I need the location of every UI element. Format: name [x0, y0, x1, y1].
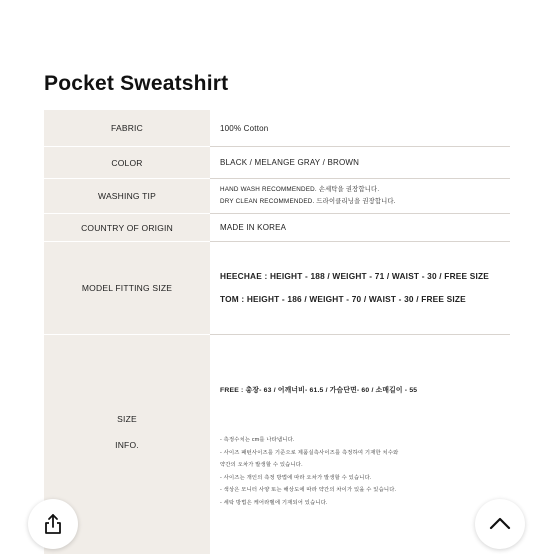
- size-note: - 사이즈는 개인의 측정 방법에 따라 오차가 발생할 수 있습니다.: [220, 474, 372, 481]
- share-button[interactable]: [28, 499, 78, 549]
- fabric-value: 100% Cotton: [220, 123, 269, 133]
- origin-row: [44, 214, 510, 241]
- share-icon: [41, 512, 65, 536]
- washing-line-1: HAND WASH RECOMMENDED. 손세탁을 권장합니다.: [220, 186, 380, 193]
- washing-label: WASHING TIP: [44, 179, 210, 213]
- washing-value: [210, 179, 510, 213]
- size-row: [44, 335, 510, 554]
- size-value: [210, 335, 510, 554]
- chevron-up-icon: [487, 511, 513, 537]
- size-note: - 세탁 방법은 케어라벨에 기재되어 있습니다.: [220, 499, 328, 506]
- fabric-row: [44, 110, 510, 146]
- washing-line-2: DRY CLEAN RECOMMENDED. 드라이클리닝을 권장합니다.: [220, 198, 396, 205]
- size-free-measurements: FREE : 총장- 63 / 어깨너비- 61.5 / 가슴단면- 60 / 소매길이 - 55: [220, 387, 418, 394]
- fitting-label: MODEL FITTING SIZE: [44, 242, 210, 334]
- size-note: - 색상은 모니터 사양 또는 해상도에 따라 약간의 차이가 있을 수 있습니다.: [220, 487, 397, 494]
- info-label: INFO.: [115, 440, 139, 450]
- fitting-value: [210, 242, 510, 334]
- fitting-line-1: HEECHAE : HEIGHT - 188 / WEIGHT - 71 / WAIST - 30 / FREE SIZE: [220, 271, 489, 281]
- origin-label: COUNTRY OF ORIGIN: [44, 214, 210, 241]
- size-note: - 측정수치는 cm를 나타냅니다.: [220, 437, 295, 443]
- size-label: SIZE: [117, 414, 137, 424]
- product-title: Pocket Sweatshirt: [44, 72, 229, 95]
- color-label: COLOR: [44, 147, 210, 178]
- color-value: BLACK / MELANGE GRAY / BROWN: [220, 158, 360, 167]
- fabric-label: FABRIC: [44, 110, 210, 146]
- size-note: 약간의 오차가 발생할 수 있습니다.: [220, 462, 303, 469]
- fitting-row: [44, 242, 510, 334]
- size-note: - 사이즈 패턴사이즈를 기준으로 제품실측사이즈를 측정하여 기재한 치수와: [220, 449, 399, 456]
- origin-value: MADE IN KOREA: [220, 223, 287, 232]
- color-row: [44, 147, 510, 178]
- spec-table: [44, 110, 510, 554]
- washing-row: [44, 179, 510, 213]
- scroll-top-button[interactable]: [475, 499, 525, 549]
- fitting-line-2: TOM : HEIGHT - 186 / WEIGHT - 70 / WAIST - 30 / FREE SIZE: [220, 294, 466, 304]
